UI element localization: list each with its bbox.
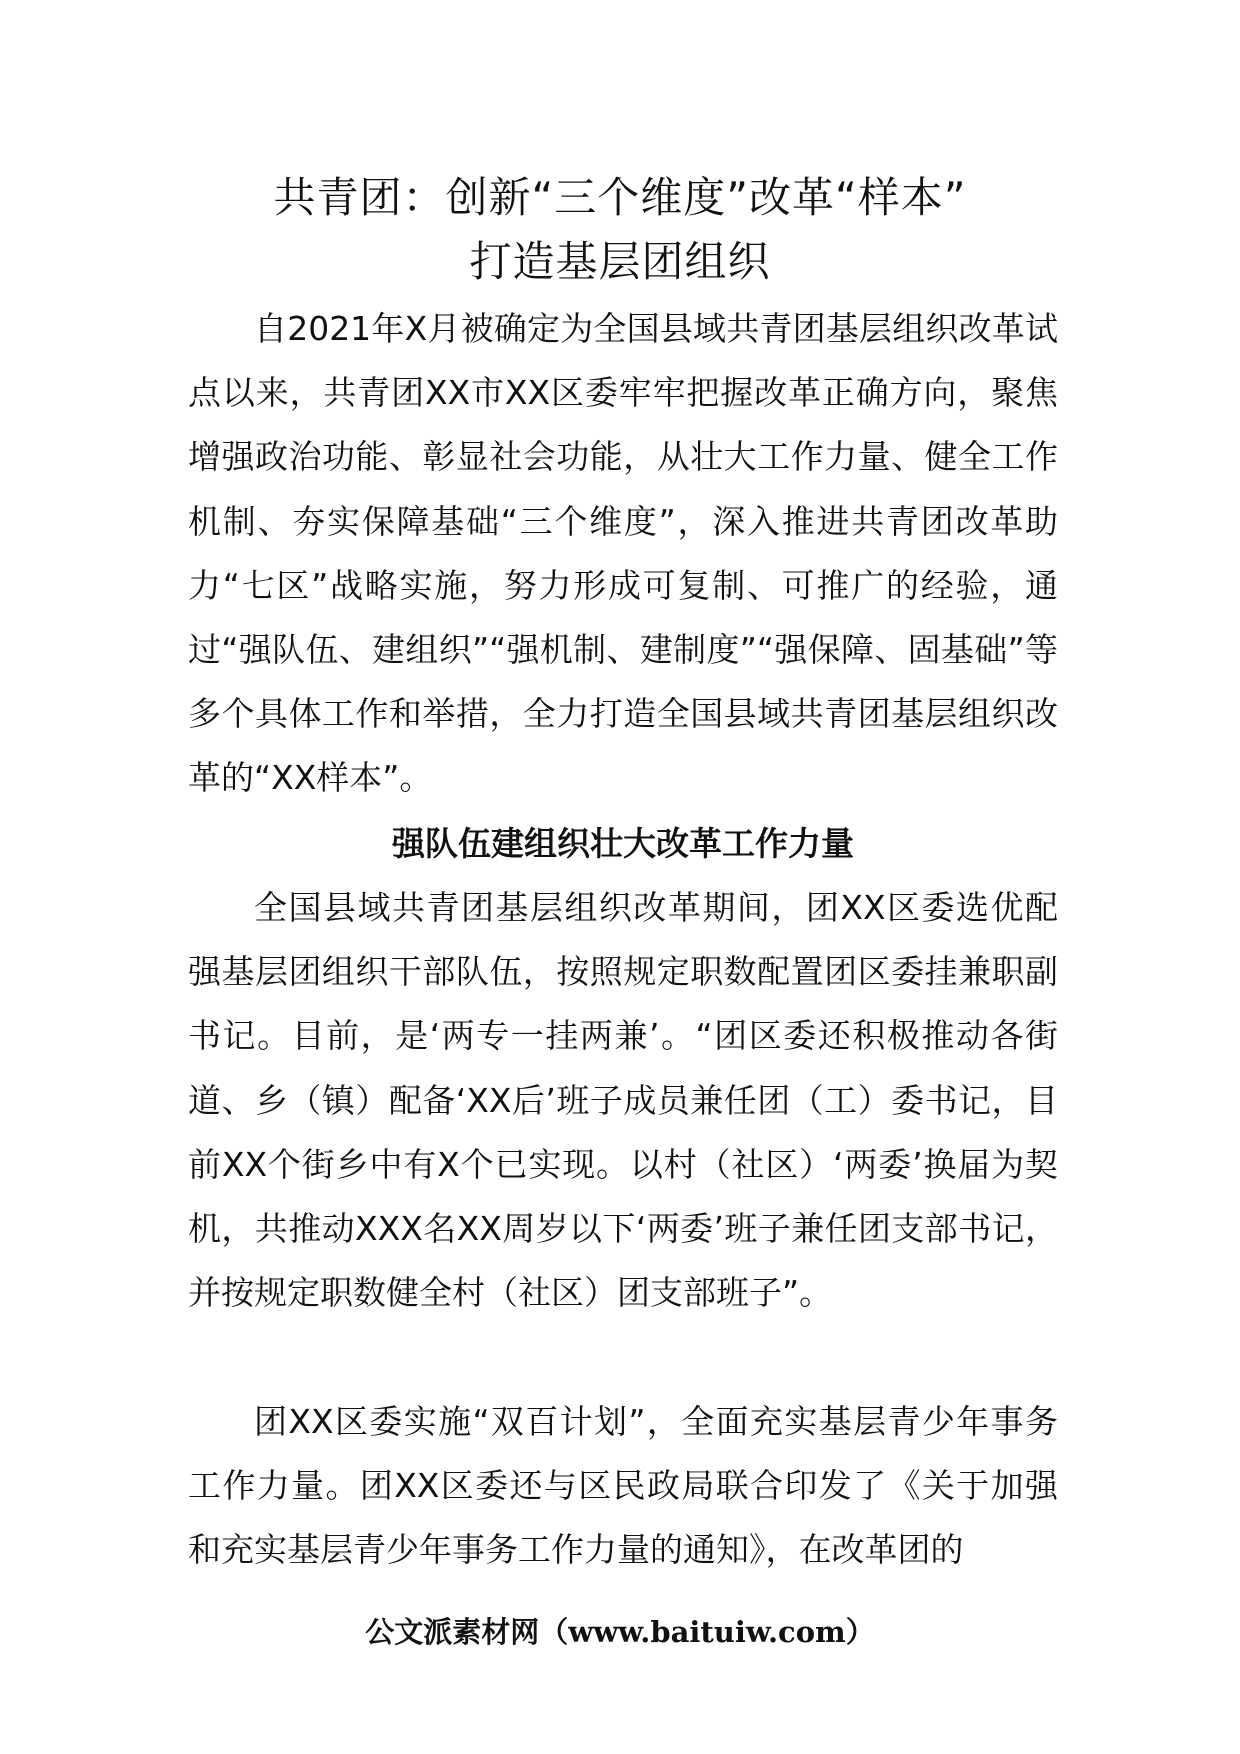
section-heading: 强队伍建组织壮大改革工作力量 (392, 824, 854, 863)
document-title-line-1: 共青团：创新“三个维度”改革“样本” (273, 173, 967, 222)
intro-paragraph: 自2021年X月被确定为全国县域共青团基层组织改革试点以来，共青团XX市XX区委牢牢把握改革正确方向，聚焦增强政治功能、彰显社会功能，从壮大工作力量、健全工作机制、夯实保障基础“三个维度”，深入推进共青团改革助力“七区”战略实施，努力形成可复制、可推广的经验，通过“强队伍、建组织”“强机制、建制度”“强保障、固基础”等多个具体工作和举措，全力打造全国县域共青团基层组织改革的“XX样本”。 (188, 309, 1058, 798)
body-paragraph-3: 团XX区委实施“双百计划”，全面充实基层青少年事务工作力量。团XX区委还与区民政局联合印发了《关于加强和充实基层青少年事务工作力量的通知》，在改革团的 (188, 1402, 1058, 1570)
body-paragraph-2: 全国县域共青团基层组织改革期间，团XX区委选优配强基层团组织干部队伍，按照规定职数配置团区委挂兼职副书记。目前，是‘两专一挂两兼’。“团区委还积极推动各街道、乡（镇）配备‘XX后’班子成员兼任团（工）委书记，目前XX个街乡中有X个已实现。以村（社区）‘两委’换届为契机，共推动XXX名XX周岁以下‘两委’班子兼任团支部书记，并按规定职数健全村（社区）团支部班子”。 (188, 888, 1058, 1313)
document-title-line-2: 打造基层团组织 (469, 237, 771, 286)
footer-watermark: 公文派素材网（www.baituiw.com） (365, 1615, 875, 1649)
